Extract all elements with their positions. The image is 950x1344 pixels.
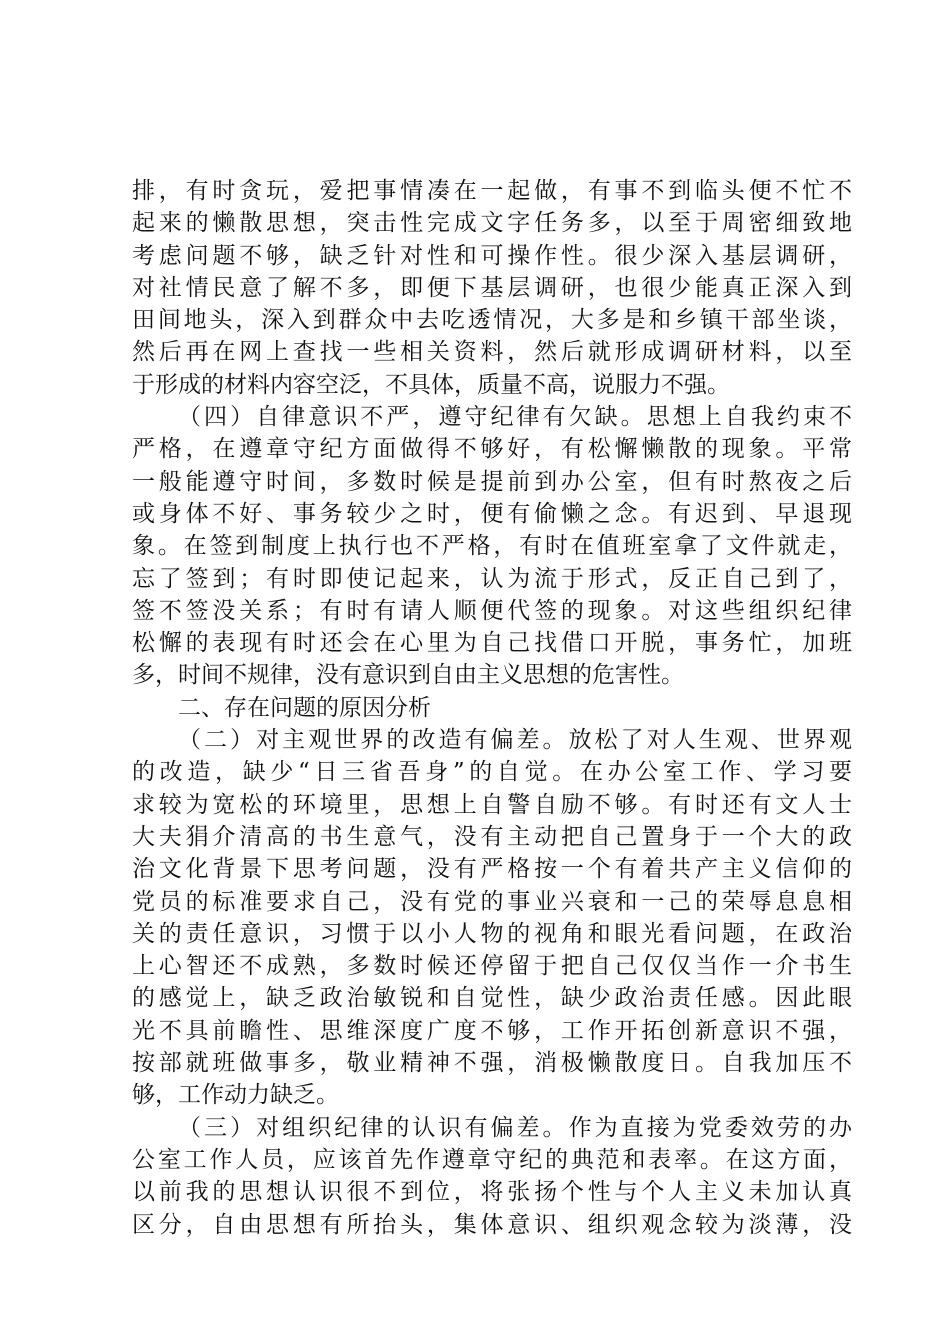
text-line: 或身体不好、事务较少之时，便有偷懒之念。有迟到、早退现 bbox=[132, 500, 852, 527]
text-line: 严格，在遵章守纪方面做得不够好，有松懈懒散的现象。平常 bbox=[132, 436, 852, 463]
text-line: 区分，自由思想有所抬头，集体意识、组织观念较为淡薄，没 bbox=[132, 1211, 852, 1238]
text-line: 于形成的材料内容空泛，不具体，质量不高，说服力不强。 bbox=[132, 371, 730, 398]
text-line: 然后再在网上查找一些相关资料，然后就形成调研材料，以至 bbox=[132, 339, 852, 366]
text-line: 的感觉上，缺乏政治敏锐和自觉性，缺少政治责任感。因此眼 bbox=[132, 985, 852, 1012]
text-line: 一般能遵守时间，多数时候是提前到办公室，但有时熬夜之后 bbox=[132, 468, 852, 495]
text-line: 关的责任意识，习惯于以小人物的视角和眼光看问题，在政治 bbox=[132, 920, 852, 947]
text-line: 够，工作动力缺乏。 bbox=[132, 1082, 339, 1109]
text-line: （四）自律意识不严，遵守纪律有欠缺。思想上自我约束不 bbox=[178, 404, 852, 431]
text-line: 按部就班做事多，敬业精神不强，消极懒散度日。自我加压不 bbox=[132, 1050, 852, 1077]
text-line: 对社情民意了解不多，即便下基层调研，也很少能真正深入到 bbox=[132, 274, 852, 301]
text-line: 求较为宽松的环境里，思想上自警自励不够。有时还有文人士 bbox=[132, 791, 852, 818]
text-line: （三）对组织纪律的认识有偏差。作为直接为党委效劳的办 bbox=[178, 1114, 852, 1141]
text-line: （二）对主观世界的改造有偏差。放松了对人生观、世界观 bbox=[178, 727, 852, 754]
text-line: 公室工作人员，应该首先作遵章守纪的典范和表率。在这方面， bbox=[132, 1146, 852, 1173]
text-line: 松懈的表现有时还会在心里为自己找借口开脱，事务忙，加班 bbox=[132, 630, 852, 657]
text-line: 治文化背景下思考问题，没有严格按一个有着共产主义信仰的 bbox=[132, 856, 852, 883]
text-line: 起来的懒散思想，突击性完成文字任务多，以至于周密细致地 bbox=[132, 210, 852, 237]
text-line: 田间地头，深入到群众中去吃透情况，大多是和乡镇干部坐谈， bbox=[132, 307, 852, 334]
text-line: 党员的标准要求自己，没有党的事业兴衰和一己的荣辱息息相 bbox=[132, 888, 852, 915]
text-line: 的改造，缺少“日三省吾身”的自觉。在办公室工作、学习要 bbox=[132, 759, 852, 786]
document-body bbox=[132, 175, 852, 1241]
text-line: 象。在签到制度上执行也不严格，有时在值班室拿了文件就走， bbox=[132, 533, 852, 560]
text-line: 考虑问题不够，缺乏针对性和可操作性。很少深入基层调研， bbox=[132, 242, 852, 269]
text-line: 签不签没关系；有时有请人顺便代签的现象。对这些组织纪律 bbox=[132, 597, 852, 624]
text-line: 大夫狷介清高的书生意气，没有主动把自己置身于一个大的政 bbox=[132, 823, 852, 850]
text-line: 以前我的思想认识很不到位，将张扬个性与个人主义未加认真 bbox=[132, 1179, 852, 1206]
text-line: 光不具前瞻性、思维深度广度不够，工作开拓创新意识不强， bbox=[132, 1017, 852, 1044]
text-line: 忘了签到；有时即使记起来，认为流于形式，反正自己到了， bbox=[132, 565, 852, 592]
text-line: 上心智还不成熟，多数时候还停留于把自己仅仅当作一介书生 bbox=[132, 953, 852, 980]
text-line: 二、存在问题的原因分析 bbox=[178, 694, 431, 721]
text-line: 多，时间不规律，没有意识到自由主义思想的危害性。 bbox=[132, 662, 684, 689]
text-line: 排，有时贪玩，爱把事情凑在一起做，有事不到临头便不忙不 bbox=[132, 178, 852, 204]
